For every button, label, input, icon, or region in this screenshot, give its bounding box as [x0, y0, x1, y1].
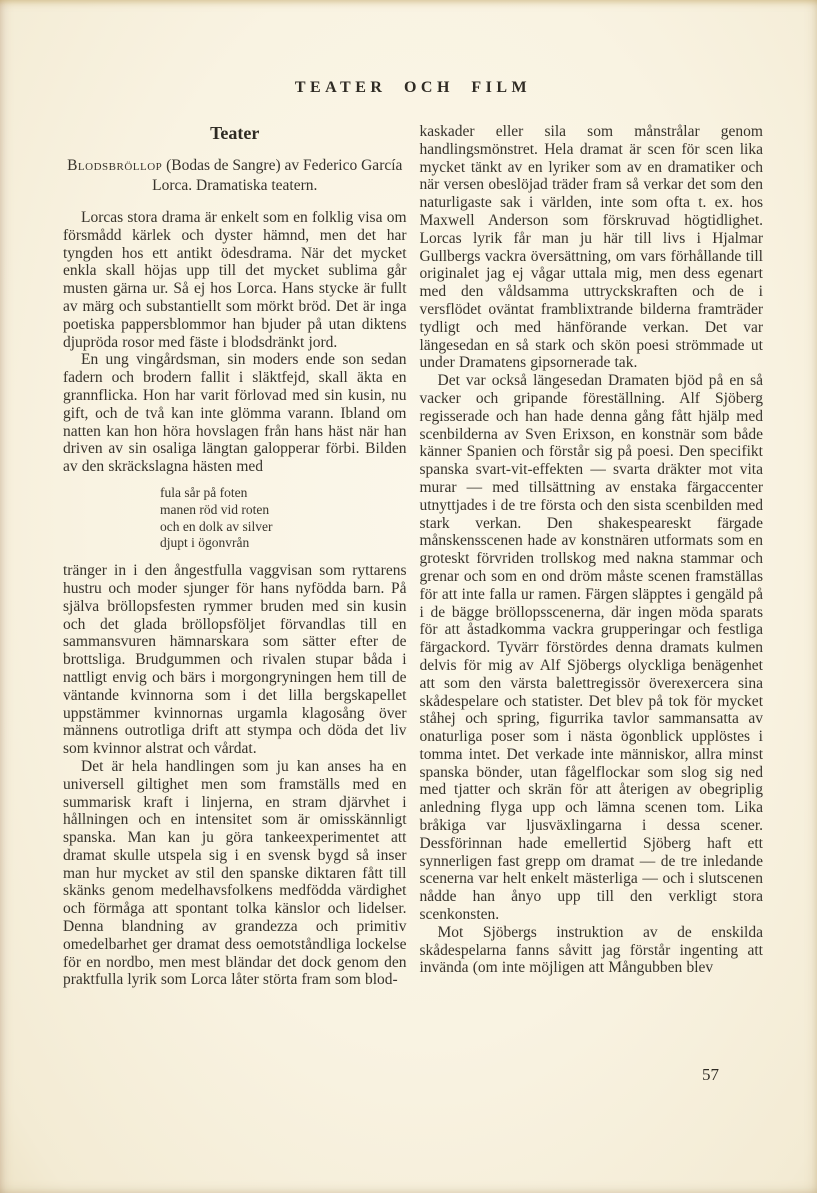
poem-line: djupt i ögonvrån [160, 535, 250, 551]
poem-line: fula sår på foten [160, 484, 248, 500]
body-paragraph: kaskader eller sila som månstrålar genom handlingsmönstret. Hela dramat är scen för scen lika mycket tänkt av en lyriker som av en dramatiker och när versen obeslöjad träder fram så verkar det som den naturligaste sak i världen, inte som ofta t. ex. hos Maxwell Anderson som förskruvad högtidlighet. Lorcas lyrik får man ju här till livs i Hjalmar Gullbergs vackra översättning, om vars förhållande till originalet jag ej vågar uttala mig, men dess egenart med den våldsamma uttryckskraften och de i versflödet oväntat framblixtrande bilderna framträder tydligt och med hänförande verkan. Det var längesedan en så stark och skön poesi strömmade ut under Dramatens gipsornerade tak. [419, 123, 763, 372]
review-heading-rest: (Bodas de Sangre) av Federico García Lorca. Dramatiska teatern. [152, 157, 403, 194]
play-title: Blodsbröllop [67, 157, 163, 174]
poem-line: och en dolk av silver [160, 518, 273, 534]
body-paragraph: En ung vingårdsman, sin moders ende son sedan fadern och brodern fallit i släktfejd, skall äkta en grannflicka. Hon har varit förlovad med sin kusin, nu gift, och de två kan inte glömma varann. Ibland om natten kan hon höra hovslagen från hans häst när han driven av sin osaliga längtan galopperar förbi. Bilden av den skräckslagna hästen med [63, 351, 407, 476]
running-head: TEATER OCH FILM [294, 79, 532, 96]
section-title: Teater [210, 123, 260, 143]
right-column [420, 123, 764, 989]
page-number: 57 [702, 1065, 719, 1084]
body-paragraph: Mot Sjöbergs instruktion av de enskilda skådespelarna fanns såvitt jag förstår ingenting att invända (om inte möjligen att Mångubben blev [419, 923, 763, 977]
review-heading [63, 156, 407, 196]
body-paragraph: Det är hela handlingen som ju kan anses ha en universell giltighet men som framställs med en summarisk kraft i linjerna, en stram djärvhet i hållningen och en intensitet som är omisskännligt spanska. Man kan ju göra tankeexperimentet att dramat skulle utspela sig i en svensk bygd så inser man hur mycket av stil den spanske diktaren fått till skänks genom medelhavsfolkens medfödda värdighet och förmåga att spontant tolka känslor och lidelser. Denna blandning av grandezza och primitiv omedelbarhet ger dramat dess oemotståndliga lockelse för en nordbo, men mest bländar det dock genom den praktfulla lyrik som Lorca låter störta fram som blod- [63, 757, 407, 989]
text-columns [63, 123, 763, 989]
left-column [63, 123, 407, 989]
body-paragraph: Lorcas stora drama är enkelt som en folklig visa om försmådd kärlek och dyster hämnd, men det har tyngden hos ett antikt ödesdrama. När det mycket enkla skall höjas upp till det mycket sublima går musten gärna ur. Så ej hos Lorca. Hans stycke är fullt av märg och substantiellt som mörkt bröd. Det är inga poetiska pappersblommor han bjuder på utan diktens djupröda rosor med fäste i blodsdränkt jord. [63, 209, 407, 351]
poem-line: manen röd vid roten [160, 501, 270, 517]
body-paragraph: tränger in i den ångestfulla vaggvisan som ryttarens hustru och moder sjunger för hans nyfödda barn. På själva bröllopsfesten rymmer bruden med sin kusin och det glada bröllopsföljet förvandlas till en sammansvuren hämnarskara som sätter efter de brottsliga. Brudgummen och rivalen stupar båda i nattligt envig och bärs i morgongryningen hem till de väntande kvinnorna som i det lilla bergskapellet uppstämmer kvinnornas urgamla klagosång över männens outrotliga drift att stympa och döda det liv som kvinnor alstrat och vårdat. [63, 562, 407, 758]
poem-quote [160, 485, 407, 552]
body-paragraph: Det var också längesedan Dramaten bjöd på en så vacker och gripande föreställning. Alf Sjöberg regisserade och han hade denna gång fått hjälp med scenbilderna av Sven Erixson, en konstnär som både känner Spanien och förstår sig på poesi. Den specifikt spanska svart-vit-effekten — svarta dräkter mot vita murar — med tillsättning av enstaka färgaccenter utnyttjades i de tre första och den sista scenbilden med stark verkan. Den shakespeareskt färgade månskensscenen hade av konstnären utformats som en groteskt förvriden trollskog med nakna stammar och grenar och som en ond dröm måste scenen framställas för att inte falla ur ramen. Färgen släpptes i gengäld på i de bägge bröllopsscenerna, där ingen möda sparats för att åstadkomma vackra grupperingar och festliga färgackord. Tyvärr förstördes denna dramats kulmen delvis för mig av Alf Sjöbergs olyckliga benägenhet att som den värsta balettregissör överexercera sina skådespelare och statister. Det blev på tok för mycket ståhej och spring, figurrika tavlor sammansatta av onaturliga poser som i nästa ögonblick upplöstes i tomma intet. Det verkade inte människor, allra minst spanska bönder, utan fågelflockar som slog sig ned med tjatter och skrän för att återigen av obegriplig anledning flyga upp och lämna scenen tom. Lika bråkiga var ljusväxlingarna i dessa scener. Dessförinnan hade emellertid Sjöberg haft ett synnerligen fast grepp om dramat — de tre inledande scenerna var helt enkelt mästerliga — och i slutscenen nådde han ånyo upp till den verkligt stora scenkonsten. [419, 372, 763, 924]
